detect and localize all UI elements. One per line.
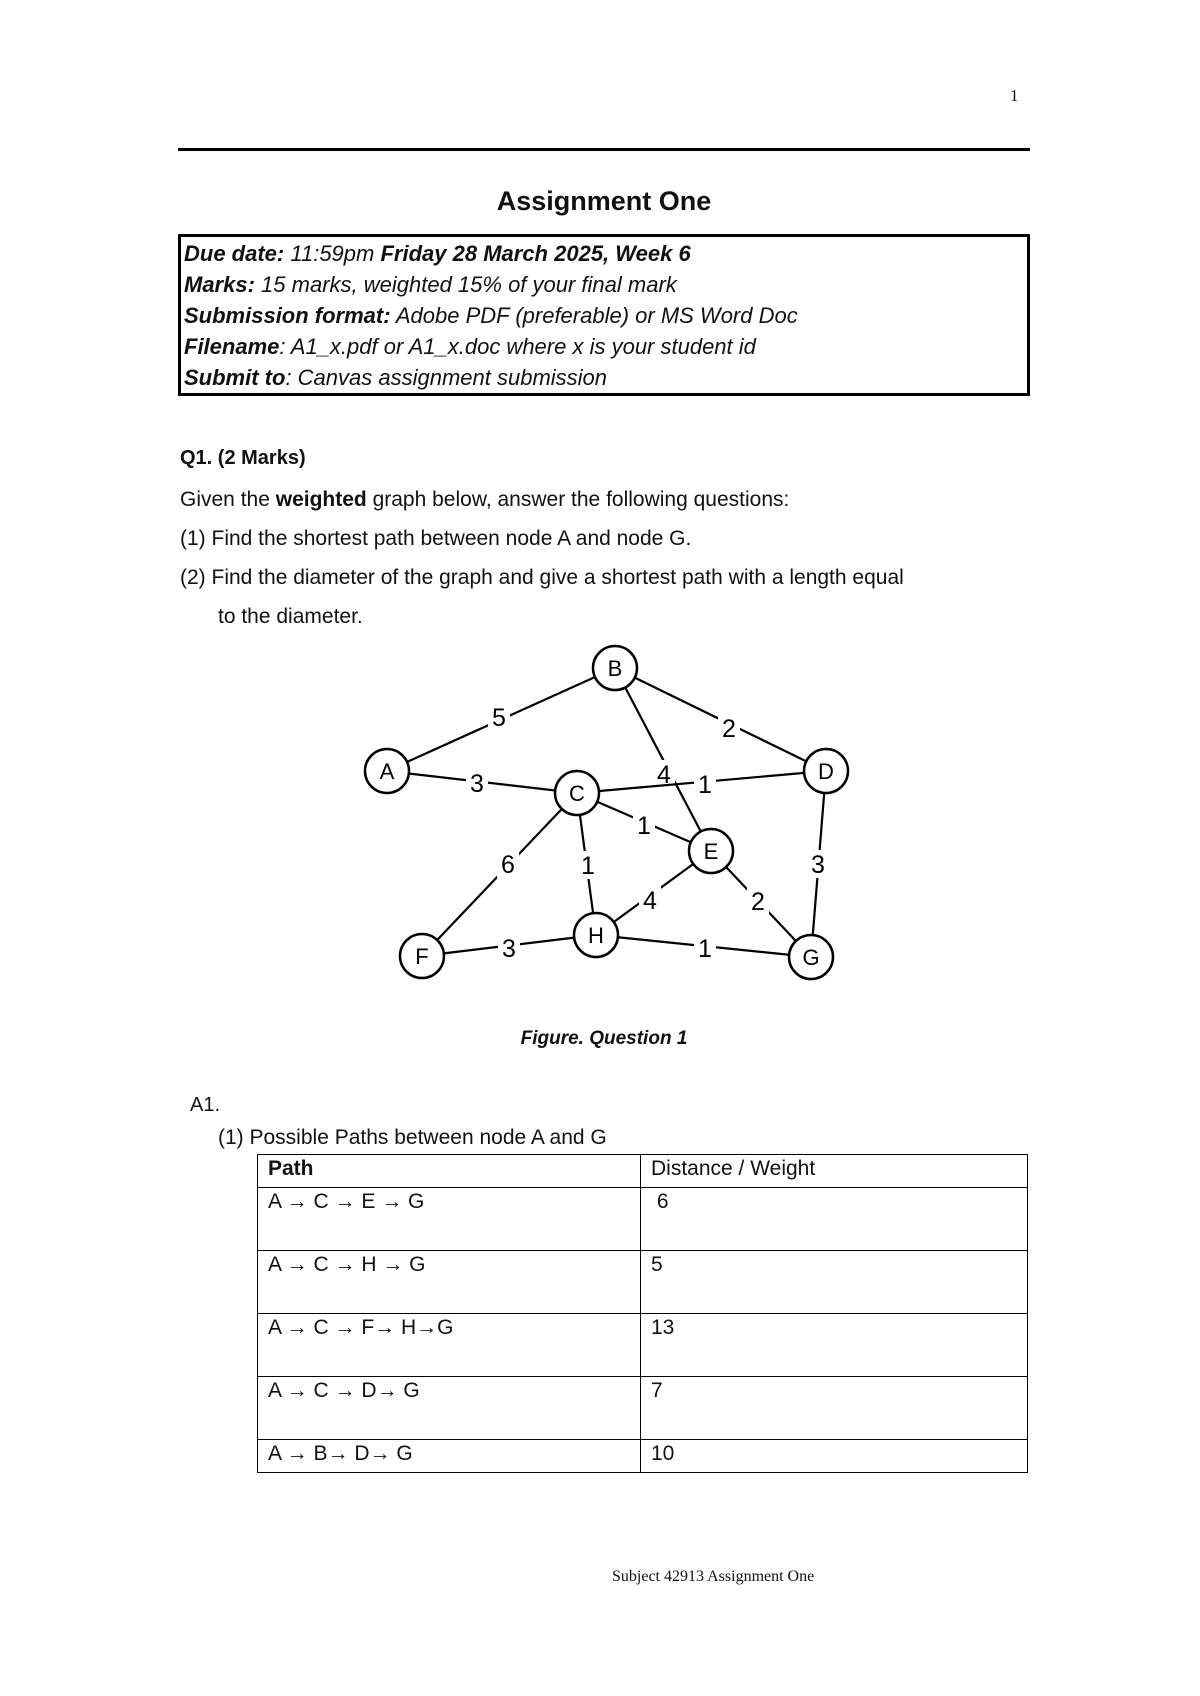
- header-rule: [178, 148, 1030, 151]
- question-intro-text-end: graph below, answer the following questions:: [366, 488, 790, 511]
- table-row: [258, 1314, 1028, 1377]
- column-header-path: Path: [258, 1155, 641, 1188]
- submit-to-label: Submit to: [184, 365, 286, 390]
- graph-node-label: H: [588, 923, 604, 948]
- table-row: [258, 1251, 1028, 1314]
- filename-value: : A1_x.pdf or A1_x.doc where x is your student id: [279, 334, 756, 359]
- graph-node-label: F: [415, 944, 429, 969]
- graph-node-label: D: [818, 759, 834, 784]
- graph-node-label: E: [703, 839, 719, 864]
- path-cell: A → C → H → G: [258, 1251, 641, 1314]
- question-item-1: (1) Find the shortest path between node A and node G.: [180, 527, 692, 550]
- edge-weight-label: 2: [722, 715, 736, 743]
- submit-to-line: [184, 365, 607, 391]
- edge-weight-label: 3: [502, 935, 516, 963]
- path-cell: A → B→ D→ G: [258, 1440, 641, 1473]
- distance-cell: 6: [641, 1188, 1028, 1251]
- submission-format-value: Adobe PDF (preferable) or MS Word Doc: [395, 303, 798, 328]
- document-title: Assignment One: [496, 186, 712, 216]
- marks-value: 15 marks, weighted 15% of your final mark: [261, 272, 677, 297]
- path-cell: A → C → E → G: [258, 1188, 641, 1251]
- edge-weight-label: 1: [698, 771, 712, 799]
- question-intro-bold: weighted: [275, 488, 367, 511]
- edge-weight-label: 5: [492, 704, 506, 732]
- edge-weight-label: 1: [698, 935, 712, 963]
- edge-weight-label: 3: [811, 851, 825, 879]
- table-row: [258, 1440, 1028, 1473]
- path-cell: A → C → D→ G: [258, 1377, 641, 1440]
- due-date-line: [184, 241, 691, 267]
- due-date-label: Due date:: [184, 241, 285, 266]
- question-title: Q1. (2 Marks): [180, 447, 306, 469]
- edge-B-E: [615, 668, 711, 851]
- table-row: [258, 1377, 1028, 1440]
- edge-weight-label: 6: [501, 851, 515, 879]
- filename-label: Filename: [184, 334, 280, 359]
- question-intro-text: Given the: [180, 488, 276, 511]
- graph-node-label: C: [569, 781, 585, 806]
- edge-weight-label: 2: [751, 888, 765, 916]
- page-number: 1: [1010, 86, 1019, 105]
- edge-weight-label: 1: [581, 852, 595, 880]
- column-header-distance: Distance / Weight: [641, 1155, 1028, 1188]
- question-item-2: (2) Find the diameter of the graph and give a shortest path with a length equal: [180, 566, 904, 589]
- distance-cell: 7: [641, 1377, 1028, 1440]
- submission-format-line: [184, 303, 798, 329]
- weighted-graph-diagram: [350, 638, 870, 998]
- edge-weight-label: 4: [657, 761, 671, 789]
- answer-subheading: (1) Possible Paths between node A and G: [218, 1126, 607, 1149]
- assignment-info-box: [178, 234, 1030, 396]
- due-date-value: Friday 28 March 2025, Week 6: [380, 241, 691, 266]
- table-header-row: [258, 1155, 1028, 1188]
- table-row: [258, 1188, 1028, 1251]
- figure-caption: Figure. Question 1: [520, 1028, 688, 1049]
- distance-cell: 5: [641, 1251, 1028, 1314]
- submission-format-label: Submission format:: [184, 303, 391, 328]
- submit-to-value: : Canvas assignment submission: [285, 365, 608, 390]
- graph-node-label: G: [802, 945, 820, 970]
- edge-weight-label: 1: [637, 812, 651, 840]
- marks-line: [184, 272, 677, 298]
- edge-weight-label: 4: [643, 887, 657, 915]
- path-cell: A → C → F→ H→G: [258, 1314, 641, 1377]
- question-intro: [180, 488, 789, 512]
- edge-weight-label: 3: [470, 770, 484, 798]
- due-date-time: 11:59pm: [290, 241, 375, 266]
- graph-node-label: A: [379, 759, 395, 784]
- question-item-2-continued: to the diameter.: [218, 605, 363, 628]
- distance-cell: 13: [641, 1314, 1028, 1377]
- graph-node-label: B: [607, 656, 623, 681]
- filename-line: [184, 334, 756, 360]
- paths-table: [257, 1154, 1028, 1473]
- page-footer: Subject 42913 Assignment One: [612, 1568, 815, 1585]
- answer-label: A1.: [190, 1094, 221, 1116]
- marks-label: Marks:: [184, 272, 255, 297]
- distance-cell: 10: [641, 1440, 1028, 1473]
